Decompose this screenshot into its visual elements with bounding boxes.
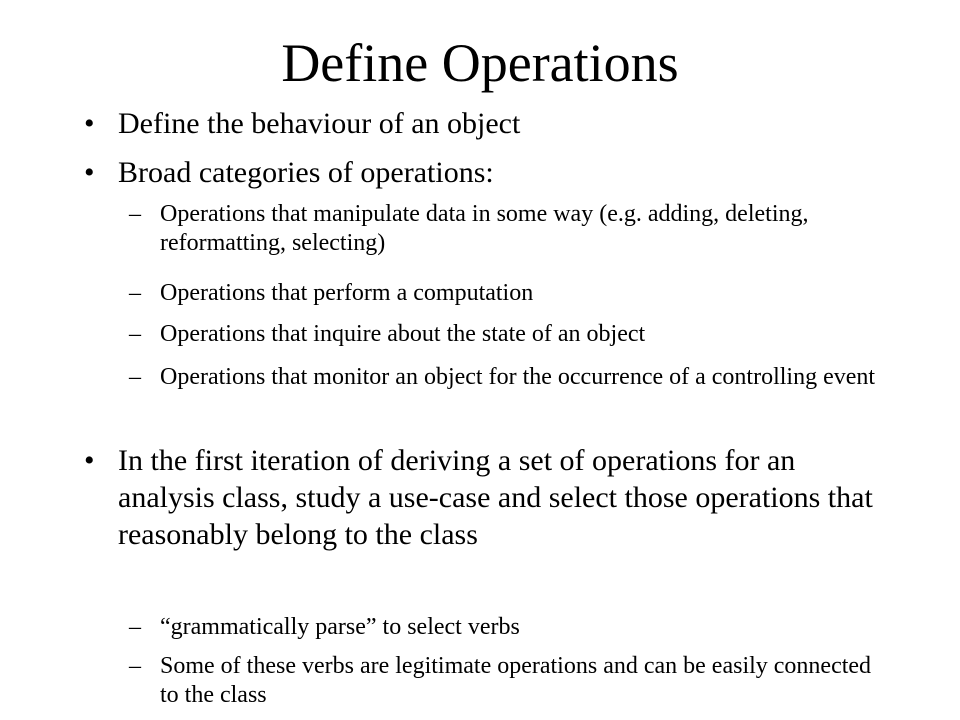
slide-title: Define Operations xyxy=(281,33,679,93)
sub-bullet-text: Some of these verbs are legitimate operations and can be easily connected to the class xyxy=(160,653,872,708)
dash-icon: – xyxy=(129,201,141,227)
sub-bullet-text: “grammatically parse” to select verbs xyxy=(160,614,520,640)
bullet-text: In the first iteration of deriving a set of operations for an analysis class, study a use-case and select those operations that reasonably belong to the class xyxy=(118,444,873,551)
bullet-icon: • xyxy=(84,107,95,140)
dash-icon: – xyxy=(129,653,141,679)
sub-bullet-text: Operations that inquire about the state of an object xyxy=(160,321,646,347)
dash-icon: – xyxy=(129,364,141,390)
sub-bullet-text: Operations that perform a computation xyxy=(160,280,534,306)
bullet-item xyxy=(84,105,878,142)
bullet-item xyxy=(84,442,878,553)
bullet-text: Define the behaviour of an object xyxy=(118,107,521,140)
sub-bullet-item xyxy=(129,200,880,258)
bullet-icon: • xyxy=(84,156,95,189)
bullet-icon: • xyxy=(84,444,95,477)
dash-icon: – xyxy=(129,280,141,306)
sub-bullet-item xyxy=(129,652,880,710)
dash-icon: – xyxy=(129,321,141,347)
sub-bullet-text: Operations that monitor an object for the occurrence of a controlling event xyxy=(160,364,876,390)
sub-bullet-item xyxy=(129,363,880,392)
sub-bullet-item xyxy=(129,279,880,308)
bullet-item xyxy=(84,154,878,191)
dash-icon: – xyxy=(129,614,141,640)
sub-bullet-text: Operations that manipulate data in some way (e.g. adding, deleting, reformatting, selecting) xyxy=(160,201,809,256)
sub-bullet-item xyxy=(129,613,880,642)
sub-bullet-item xyxy=(129,320,880,349)
bullet-text: Broad categories of operations: xyxy=(118,156,494,189)
